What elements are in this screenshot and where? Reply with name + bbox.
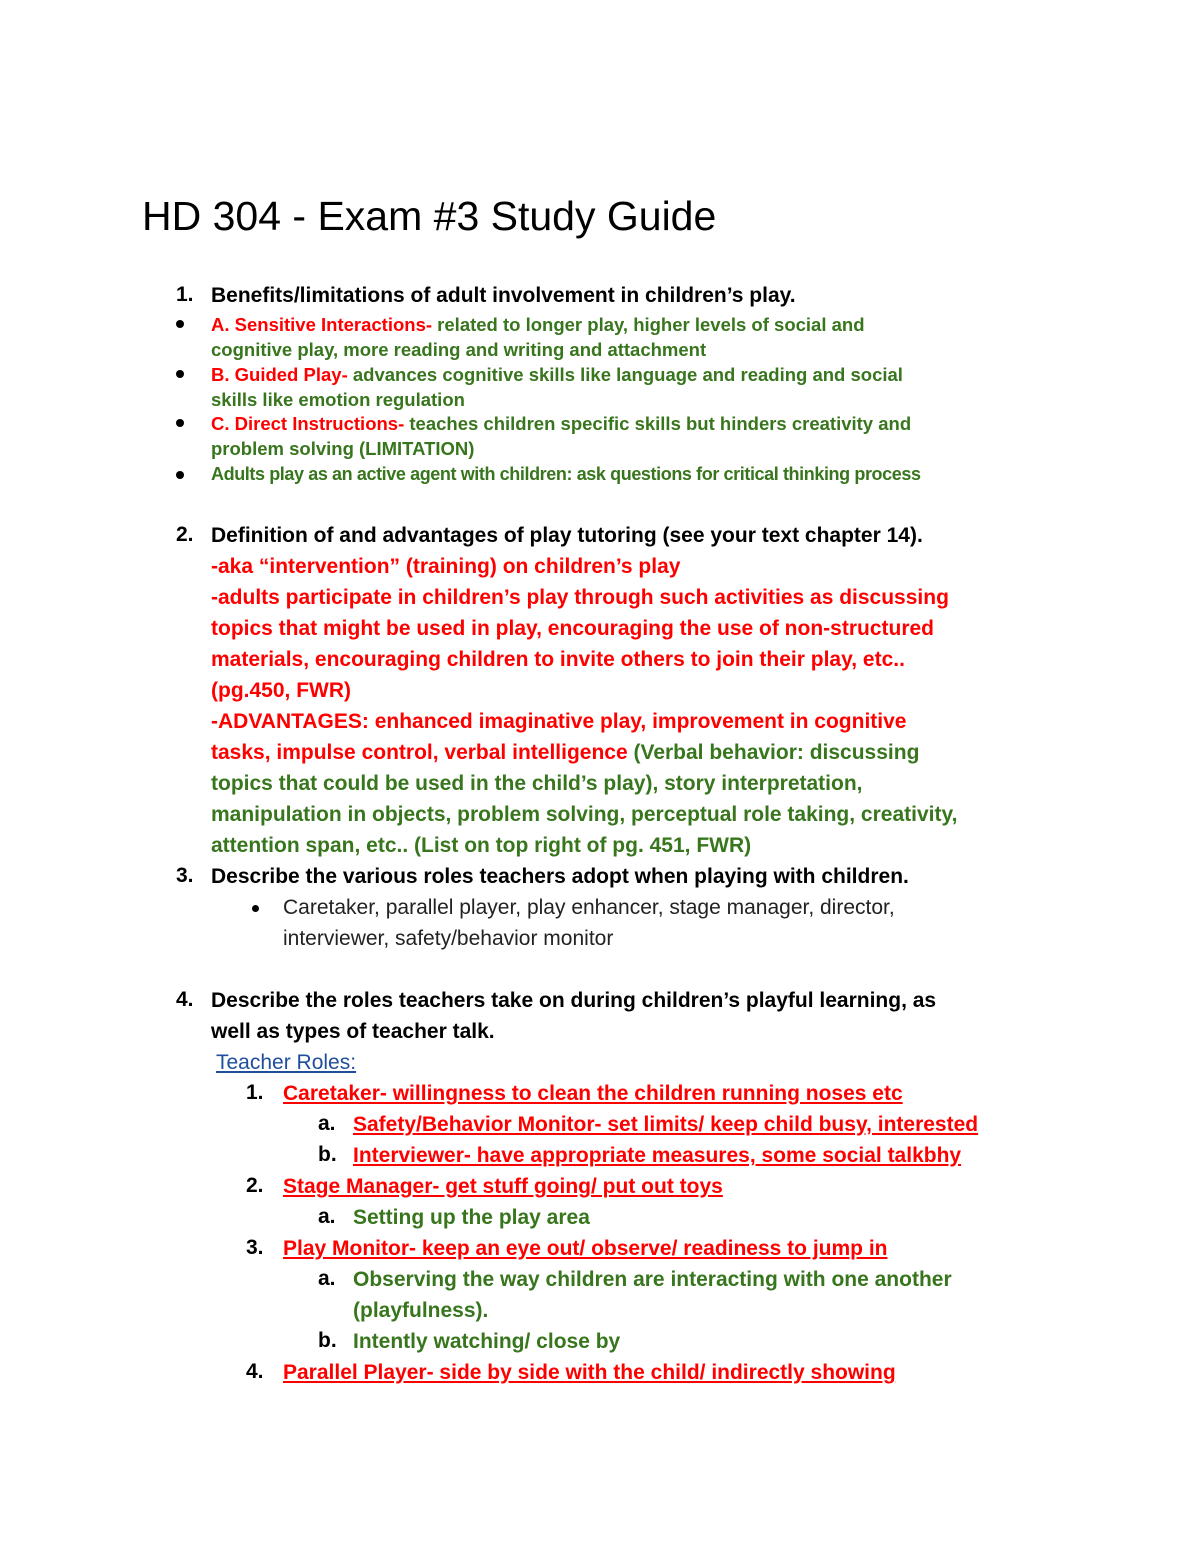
q4-text-1: Describe the roles teachers take on during children’s playful learning, as [211,989,937,1012]
role-number: 4. [246,1360,264,1383]
q2-number: 2. [176,523,194,546]
bullet-icon [176,471,184,479]
role-observing: Observing the way children are interacting with one another [353,1268,952,1291]
q1-text: Benefits/limitations of adult involvement in children’s play. [211,284,796,307]
bullet-c-label: C. Direct Instructions- [211,413,405,434]
q1-bullet-b [211,362,903,412]
role-sub-letter: a. [318,1205,336,1228]
role-play-monitor: Play Monitor- keep an eye out/ observe/ readiness to jump in [283,1237,888,1260]
q2-line-10: attention span, etc.. (List on top right of pg. 451, FWR) [211,834,752,857]
bullet-c-line2: problem solving (LIMITATION) [211,438,475,459]
bullet-b-line2: skills like emotion regulation [211,389,465,410]
bullet-b-label: B. Guided Play [211,364,342,385]
bullet-c-line1: teaches children specific skills but hinders creativity and [404,413,912,434]
q3-number: 3. [176,864,194,887]
q2-line-7a: tasks, impulse control, verbal intelligence [211,741,634,764]
q2-text: Definition of and advantages of play tutoring (see your text chapter 14). [211,524,923,547]
q1-bullet-c [211,411,911,461]
role-number: 1. [246,1081,264,1104]
q1-bullet-d [211,462,921,487]
q2-line-8b: , story interpretation, [652,772,863,795]
bullet-b-dash: - [341,364,348,385]
role-safety-monitor: Safety/Behavior Monitor- set limits/ keep child busy, interested [353,1113,979,1136]
q1-bullet-a [211,312,865,362]
role-observing-cont: (playfulness). [353,1299,489,1322]
q2-line-2: -adults participate in children’s play through such activities as discussing [211,586,949,609]
page-title: HD 304 - Exam #3 Study Guide [142,193,717,239]
q2-line-3: topics that might be used in play, encouraging the use of non-structured [211,617,934,640]
q4-text-2: well as types of teacher talk. [211,1020,495,1043]
role-interviewer: Interviewer- have appropriate measures, some social talkbhy [353,1144,962,1167]
q2-line-5: (pg.450, FWR) [211,679,351,702]
q2-line-8 [211,768,862,799]
q2-line-4: materials, encouraging children to invite others to join their play, etc.. [211,648,905,671]
q2-line-9: manipulation in objects, problem solving, perceptual role taking, creativity, [211,803,958,826]
q2-line-7b: (Verbal behavior: discussing [633,741,920,764]
bullet-icon [176,419,184,427]
bullet-a-label: A. Sensitive Interactions- [211,314,433,335]
role-number: 3. [246,1236,264,1259]
q3-bullet-line-1: Caretaker, parallel player, play enhancer, stage manager, director, [283,896,895,919]
bullet-b-line1: advances cognitive skills like language and reading and social [347,364,903,385]
q4-number: 4. [176,988,194,1011]
role-caretaker: Caretaker- willingness to clean the children running noses etc [283,1082,903,1105]
bullet-d-line1: Adults play as an active agent with children: ask questions for critical thinking process [211,464,921,484]
bullet-icon [176,370,184,378]
bullet-icon [252,905,259,912]
role-sub-letter: a. [318,1112,336,1135]
bullet-a-line1: related to longer play, higher levels of social and [432,314,865,335]
bullet-a-line2: cognitive play, more reading and writing and attachment [211,339,707,360]
teacher-roles-heading: Teacher Roles: [216,1051,357,1074]
bullet-icon [176,320,184,328]
role-sub-letter: a. [318,1267,336,1290]
q3-bullet-line-2: interviewer, safety/behavior monitor [283,927,614,950]
q3-text: Describe the various roles teachers adopt when playing with children. [211,865,909,888]
q2-line-8a: topics that could be used in the child’s play) [211,772,653,795]
role-stage-manager: Stage Manager- get stuff going/ put out toys [283,1175,723,1198]
q2-line-7 [211,737,919,768]
role-setting-up: Setting up the play area [353,1206,590,1229]
role-sub-letter: b. [318,1143,337,1166]
role-parallel-player: Parallel Player- side by side with the child/ indirectly showing [283,1361,896,1384]
q2-line-6: -ADVANTAGES: enhanced imaginative play, improvement in cognitive [211,710,907,733]
role-number: 2. [246,1174,264,1197]
q1-number: 1. [176,283,194,306]
role-sub-letter: b. [318,1329,337,1352]
q2-line-1: -aka “intervention” (training) on children’s play [211,555,681,578]
role-watching: Intently watching/ close by [353,1330,621,1353]
